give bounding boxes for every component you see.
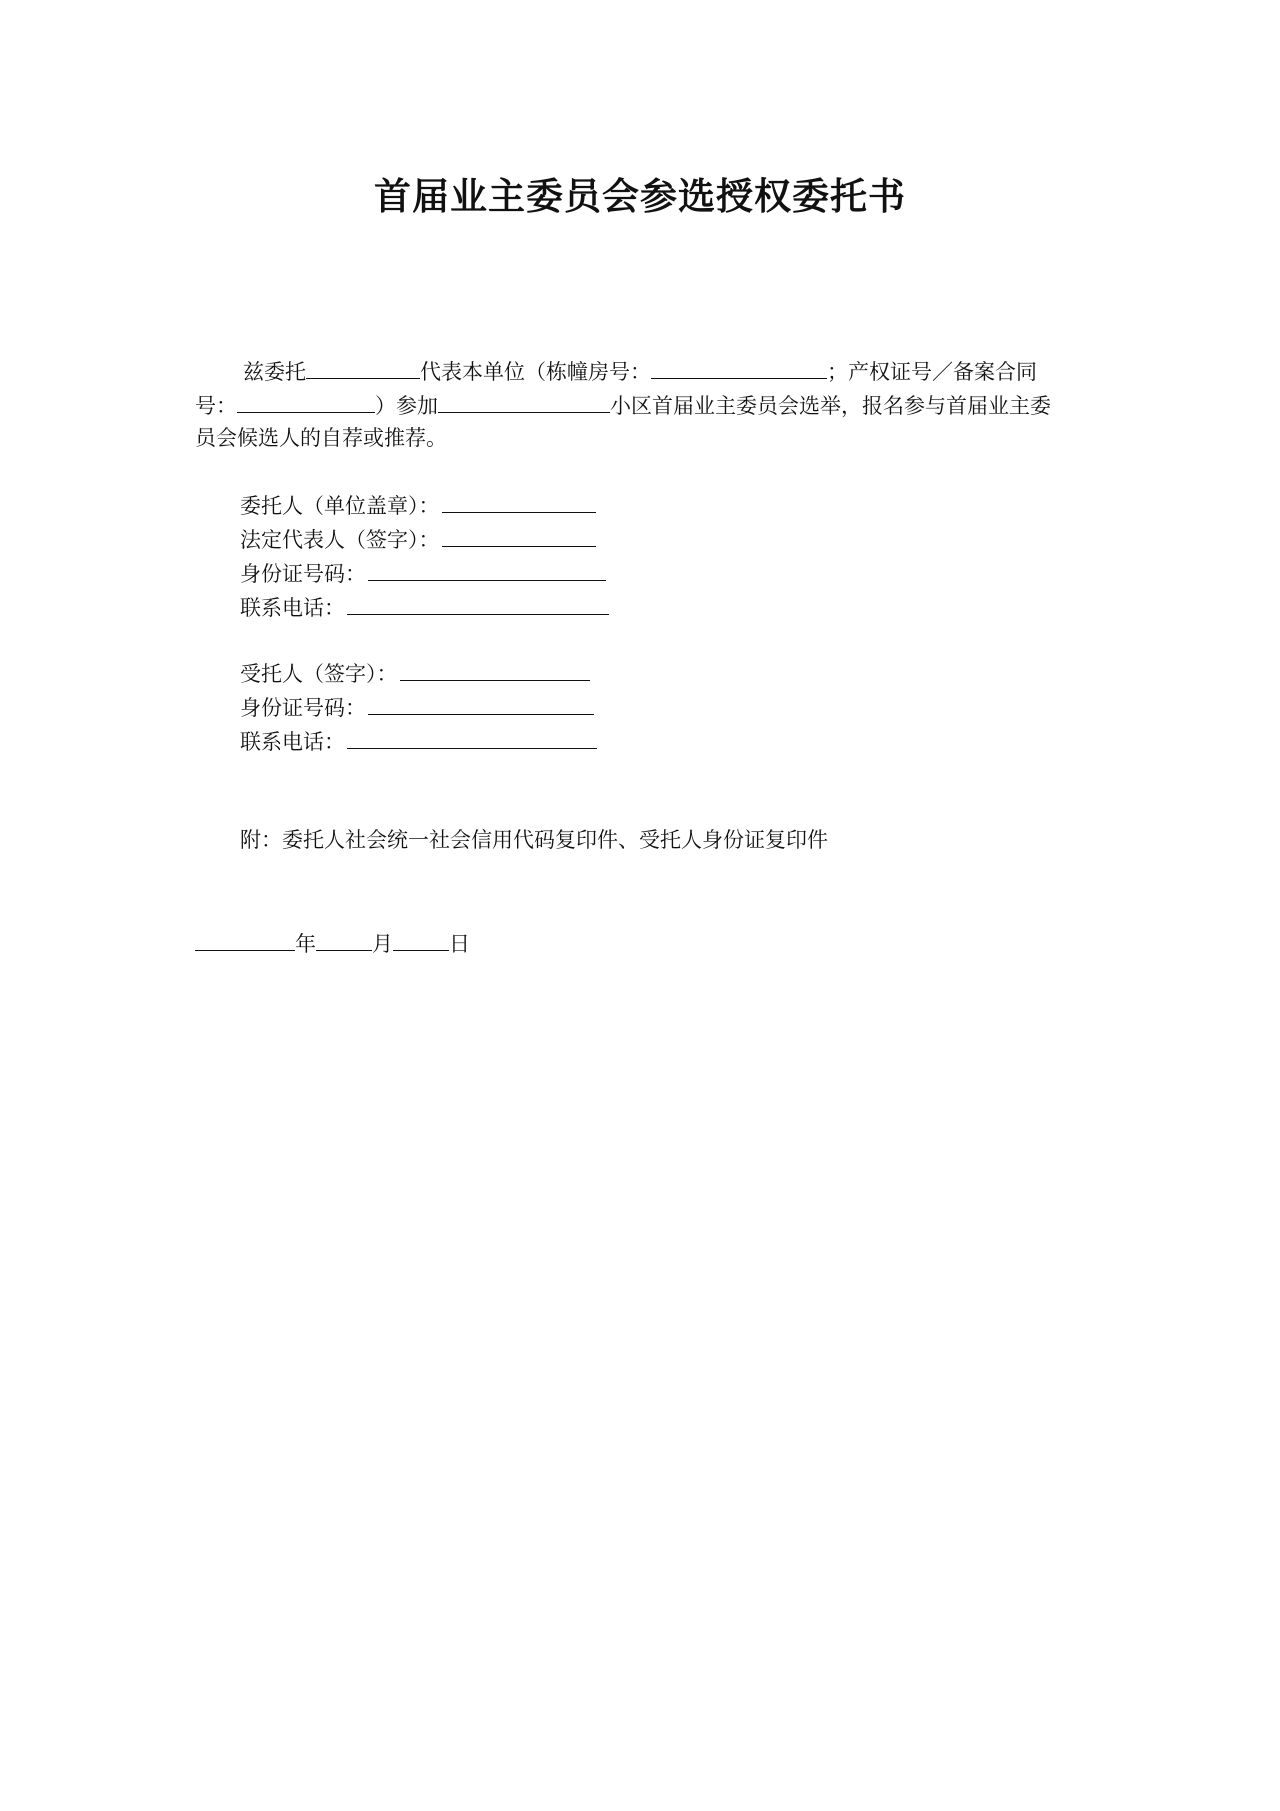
legal-rep-label: 法定代表人（签字）：: [240, 528, 440, 552]
paragraph-text: 兹委托: [243, 360, 306, 384]
legal-rep-row: [240, 524, 596, 554]
principal-phone-blank[interactable]: [347, 592, 609, 615]
community-name-blank[interactable]: [438, 390, 610, 413]
agent-id-row: [240, 692, 594, 722]
paragraph-text: ；产权证号／备案合同: [827, 360, 1037, 384]
document-title: 首届业主委员会参选授权委托书: [374, 174, 906, 218]
building-room-blank[interactable]: [651, 356, 827, 379]
agent-id-label: 身份证号码：: [240, 696, 366, 720]
paragraph-text: 号：: [195, 394, 237, 418]
paragraph-text: 小区首届业主委员会选举，报名参与首届业主委: [610, 394, 1051, 418]
year-blank[interactable]: [195, 928, 295, 951]
attachment-note: 附：委托人社会统一社会信用代码复印件、受托人身份证复印件: [240, 828, 828, 852]
agent-phone-label: 联系电话：: [240, 730, 345, 754]
agent-id-blank[interactable]: [368, 692, 594, 715]
principal-id-label: 身份证号码：: [240, 562, 366, 586]
day-blank[interactable]: [393, 928, 449, 951]
contract-number-blank[interactable]: [237, 390, 375, 413]
entrustor-blank[interactable]: [442, 490, 596, 513]
trustee-label: 受托人（签字）：: [240, 662, 398, 686]
year-label: 年: [295, 932, 316, 956]
agent-phone-blank[interactable]: [347, 726, 597, 749]
agent-phone-row: [240, 726, 597, 756]
paragraph-line-3: [195, 424, 447, 452]
entrustor-label: 委托人（单位盖章）：: [240, 494, 440, 518]
paragraph-line-2: [195, 390, 1051, 420]
paragraph-text: 员会候选人的自荐或推荐。: [195, 426, 447, 450]
month-label: 月: [372, 932, 393, 956]
trustee-row: [240, 658, 590, 688]
month-blank[interactable]: [316, 928, 372, 951]
principal-id-row: [240, 558, 606, 588]
paragraph-text: 代表本单位（栋幢房号：: [420, 360, 651, 384]
principal-phone-row: [240, 592, 609, 622]
paragraph-line-1: [243, 356, 1037, 386]
legal-rep-blank[interactable]: [442, 524, 596, 547]
date-line: [195, 928, 470, 958]
entrustor-row: [240, 490, 596, 520]
paragraph-text: ）参加: [375, 394, 438, 418]
principal-id-blank[interactable]: [368, 558, 606, 581]
principal-phone-label: 联系电话：: [240, 596, 345, 620]
agent-name-blank[interactable]: [306, 356, 420, 379]
day-label: 日: [449, 932, 470, 956]
trustee-blank[interactable]: [400, 658, 590, 681]
